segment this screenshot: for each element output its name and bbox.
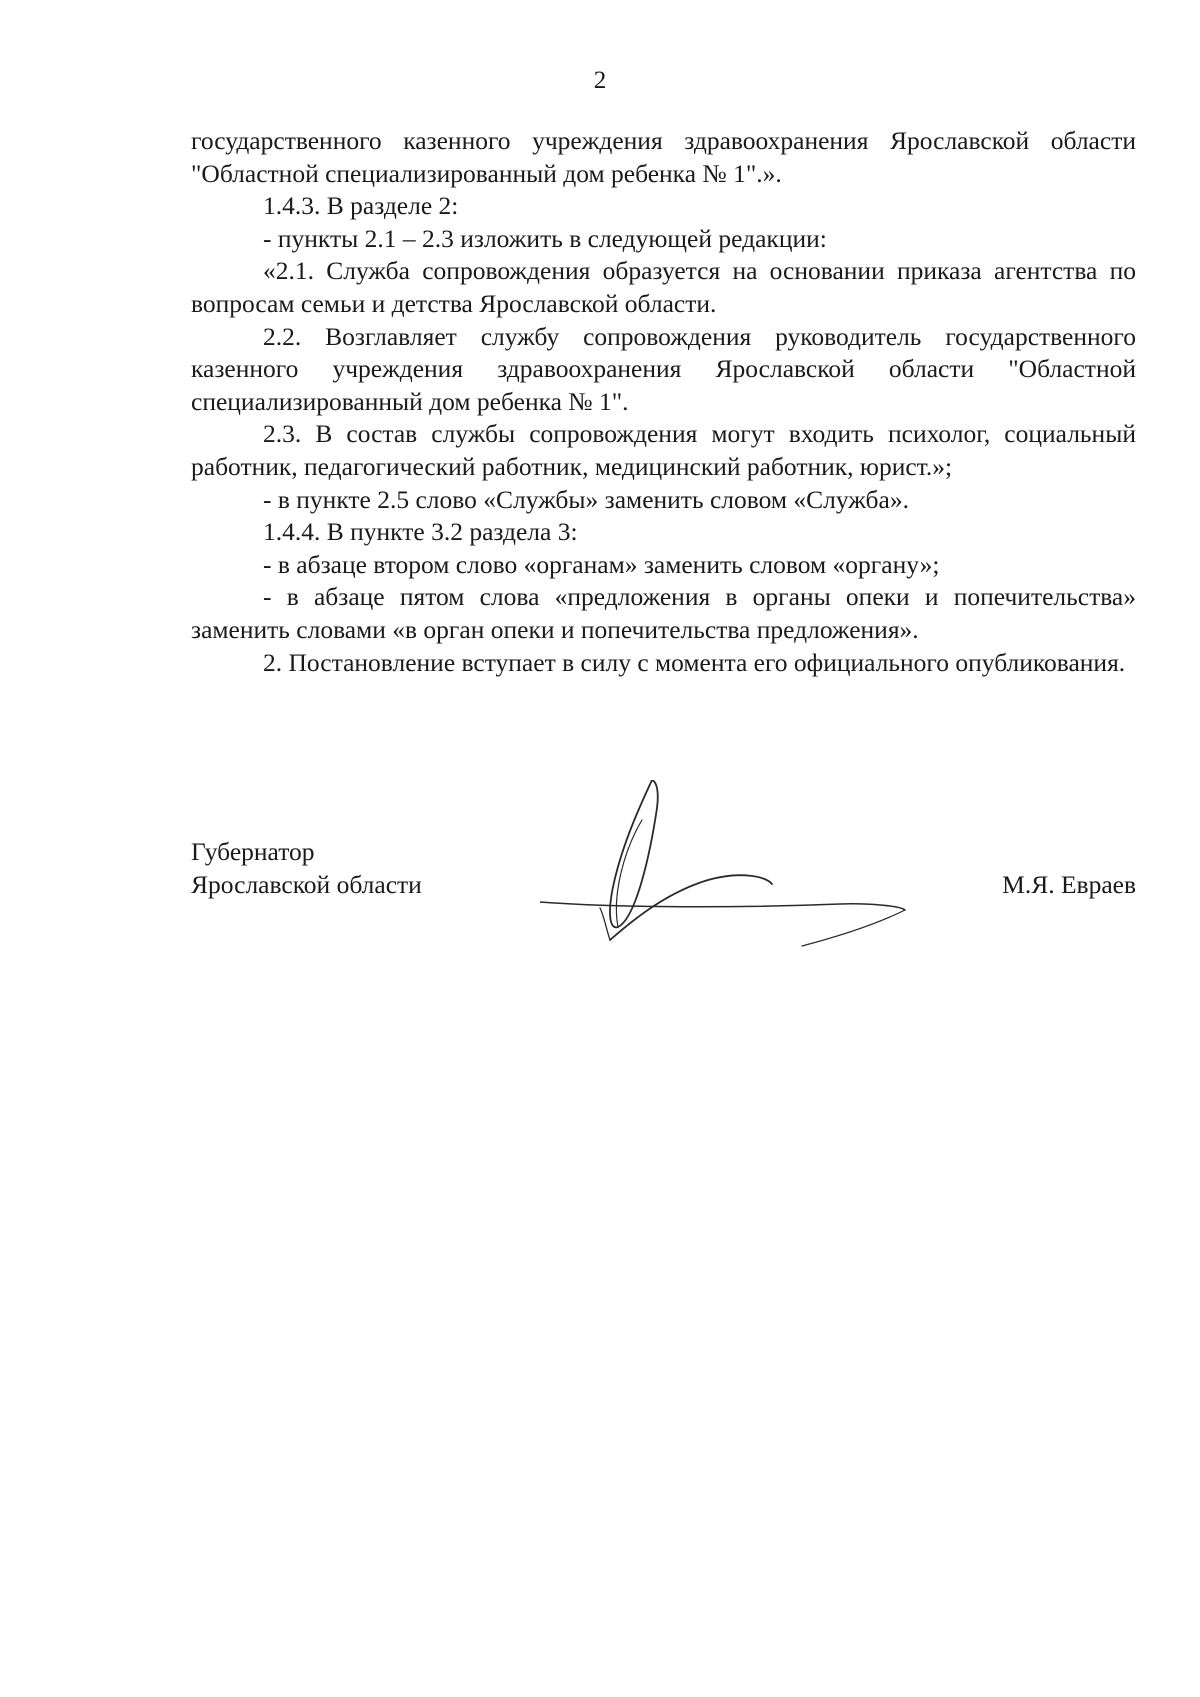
paragraph: - в абзаце втором слово «органам» заменить словом «органу»;: [263, 549, 940, 579]
paragraph: - в пункте 2.5 слово «Службы» заменить словом «Служба».: [263, 484, 909, 514]
page-number: 2: [593, 67, 607, 94]
paragraph: 2.3. В состав службы сопровождения могут входить психолог, социальный работник, педагогический работник, медицинский работник, юрист.»;: [191, 419, 1136, 481]
paragraph: 1.4.4. В пункте 3.2 раздела 3:: [263, 517, 578, 547]
signatory-title: [191, 836, 422, 901]
paragraph: - пункты 2.1 – 2.3 изложить в следующей редакции:: [263, 223, 827, 253]
paragraph: 2.2. Возглавляет службу сопровождения руководитель государственного казенного учреждения здравоохранения Ярославской области "Областной специализированный дом ребенка № 1".: [191, 321, 1136, 416]
paragraph: 1.4.3. В разделе 2:: [263, 191, 459, 221]
paragraph: государственного казенного учреждения здравоохранения Ярославской области "Областной специализированный дом ребенка № 1".».: [191, 126, 1136, 188]
document-body: [191, 125, 1136, 679]
signatory-title-line: Ярославской области: [191, 869, 422, 899]
handwritten-signature: [540, 780, 910, 955]
signatory-name: М.Я. Евраев: [1002, 870, 1136, 899]
signatory-title-line: Губернатор: [191, 837, 315, 866]
paragraph: 2. Постановление вступает в силу с момента его официального опубликования.: [263, 647, 1126, 677]
paragraph: «2.1. Служба сопровождения образуется на основании приказа агентства по вопросам семьи и детства Ярославской области.: [191, 256, 1136, 318]
paragraph: - в абзаце пятом слова «предложения в органы опеки и попечительства» заменить словами «в орган опеки и попечительства предложения».: [191, 582, 1136, 644]
